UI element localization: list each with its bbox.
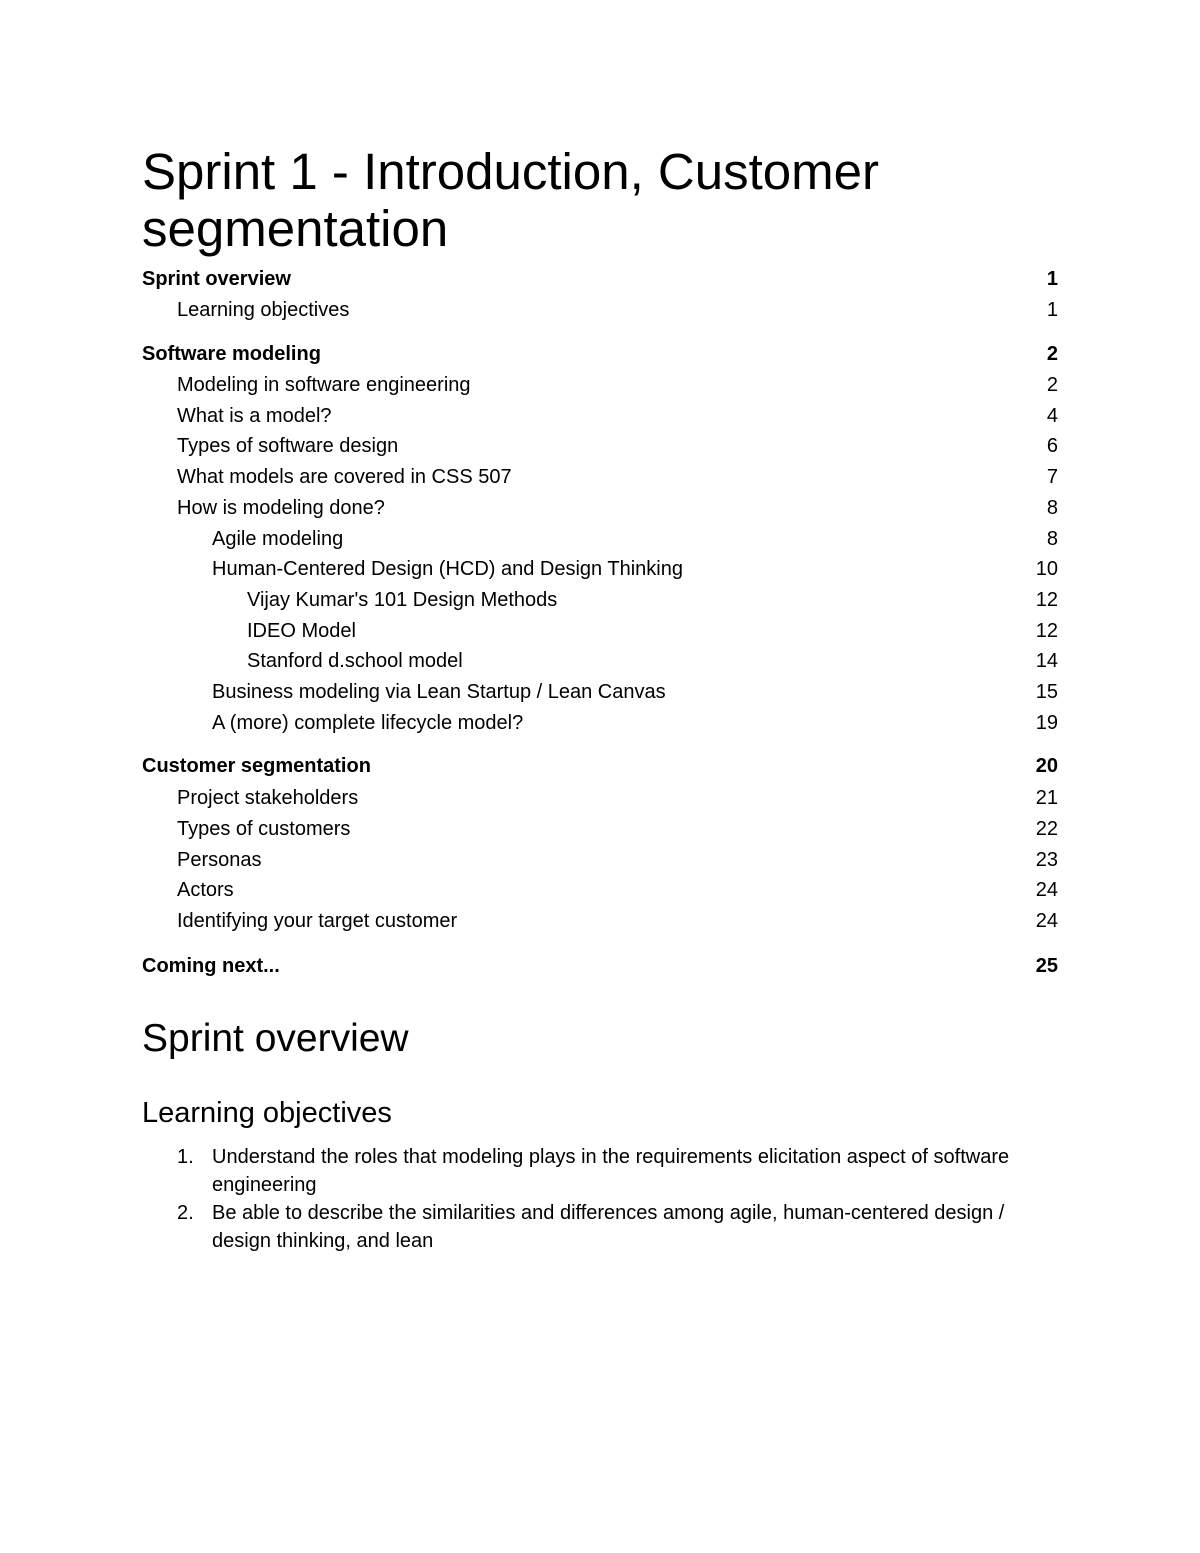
list-item-number: 1. — [177, 1146, 194, 1168]
toc-entry-page: 6 — [1046, 435, 1058, 457]
toc-entry-label: Project stakeholders — [177, 787, 359, 809]
list-item-text: Be able to describe the similarities and differences among agile, human-centered design / design thinking, and lean — [212, 1202, 1005, 1252]
toc-entry-label: Customer segmentation — [142, 755, 371, 777]
toc-entry-page: 2 — [1046, 374, 1058, 396]
toc-entry-label: Vijay Kumar's 101 Design Methods — [247, 589, 558, 611]
toc-entry-types-of-software-design[interactable] — [142, 431, 1060, 461]
table-of-contents — [142, 0, 1060, 1000]
toc-entry-stanford-dschool-model[interactable] — [142, 646, 1060, 676]
toc-entry-page: 12 — [1035, 589, 1058, 611]
toc-entry-personas[interactable] — [142, 845, 1060, 875]
toc-entry-modeling-in-software-engineering[interactable] — [142, 370, 1060, 400]
toc-entry-what-is-a-model[interactable] — [142, 401, 1060, 431]
toc-entry-label: Agile modeling — [212, 528, 344, 550]
toc-entry-page: 14 — [1035, 650, 1058, 672]
toc-entry-label: Personas — [177, 849, 262, 871]
toc-entry-label: IDEO Model — [247, 620, 356, 642]
toc-entry-coming-next[interactable] — [142, 951, 1060, 981]
toc-entry-label: A (more) complete lifecycle model? — [212, 712, 524, 734]
toc-entry-page: 1 — [1046, 268, 1058, 290]
toc-entry-label: Types of software design — [177, 435, 399, 457]
document-title: Sprint 1 - Introduction, Customer segmentation — [142, 143, 879, 257]
toc-entry-hcd-design-thinking[interactable] — [142, 554, 1060, 584]
toc-entry-page: 7 — [1046, 466, 1058, 488]
toc-entry-learning-objectives[interactable] — [142, 295, 1060, 325]
toc-entry-page: 2 — [1046, 343, 1058, 365]
section-heading: Sprint overview — [142, 1017, 409, 1060]
toc-entry-label: Modeling in software engineering — [177, 374, 471, 396]
toc-entry-ideo-model[interactable] — [142, 616, 1060, 646]
toc-entry-page: 22 — [1035, 818, 1058, 840]
toc-entry-project-stakeholders[interactable] — [142, 783, 1060, 813]
toc-entry-page: 24 — [1035, 910, 1058, 932]
toc-entry-actors[interactable] — [142, 875, 1060, 905]
toc-entry-page: 10 — [1035, 558, 1058, 580]
toc-entry-label: Stanford d.school model — [247, 650, 463, 672]
toc-entry-label: What models are covered in CSS 507 — [177, 466, 512, 488]
toc-entry-customer-segmentation[interactable] — [142, 751, 1060, 781]
toc-entry-page: 21 — [1035, 787, 1058, 809]
toc-entry-page: 4 — [1046, 405, 1058, 427]
toc-entry-label: What is a model? — [177, 405, 332, 427]
toc-entry-page: 12 — [1035, 620, 1058, 642]
toc-entry-page: 24 — [1035, 879, 1058, 901]
toc-entry-page: 20 — [1035, 755, 1058, 777]
toc-entry-label: Coming next... — [142, 955, 280, 977]
toc-entry-label: Sprint overview — [142, 268, 291, 290]
toc-entry-models-covered-css-507[interactable] — [142, 462, 1060, 492]
toc-entry-page: 25 — [1035, 955, 1058, 977]
toc-entry-business-modeling-lean[interactable] — [142, 677, 1060, 707]
toc-entry-page: 15 — [1035, 681, 1058, 703]
toc-entry-page: 19 — [1035, 712, 1058, 734]
toc-entry-software-modeling[interactable] — [142, 339, 1060, 369]
learning-objectives-list — [142, 1143, 1060, 1255]
toc-entry-page: 8 — [1046, 497, 1058, 519]
toc-entry-label: How is modeling done? — [177, 497, 385, 519]
toc-entry-label: Business modeling via Lean Startup / Lean Canvas — [212, 681, 666, 703]
toc-entry-complete-lifecycle-model[interactable] — [142, 708, 1060, 738]
list-item-text: Understand the roles that modeling plays in the requirements elicitation aspect of software engineering — [212, 1146, 1010, 1196]
toc-entry-types-of-customers[interactable] — [142, 814, 1060, 844]
toc-entry-label: Software modeling — [142, 343, 321, 365]
toc-entry-page: 1 — [1046, 299, 1058, 321]
subsection-heading: Learning objectives — [142, 1097, 392, 1129]
toc-entry-how-is-modeling-done[interactable] — [142, 493, 1060, 523]
toc-entry-label: Types of customers — [177, 818, 351, 840]
toc-entry-label: Actors — [177, 879, 234, 901]
toc-entry-agile-modeling[interactable] — [142, 524, 1060, 554]
list-item — [142, 1199, 1060, 1255]
toc-entry-page: 8 — [1046, 528, 1058, 550]
toc-entry-vijay-kumar-methods[interactable] — [142, 585, 1060, 615]
toc-entry-label: Human-Centered Design (HCD) and Design Thinking — [212, 558, 683, 580]
toc-entry-sprint-overview[interactable] — [142, 264, 1060, 294]
toc-entry-page: 23 — [1035, 849, 1058, 871]
toc-entry-identifying-target-customer[interactable] — [142, 906, 1060, 936]
toc-entry-label: Learning objectives — [177, 299, 350, 321]
list-item — [142, 1143, 1060, 1199]
toc-entry-label: Identifying your target customer — [177, 910, 458, 932]
list-item-number: 2. — [177, 1202, 194, 1224]
